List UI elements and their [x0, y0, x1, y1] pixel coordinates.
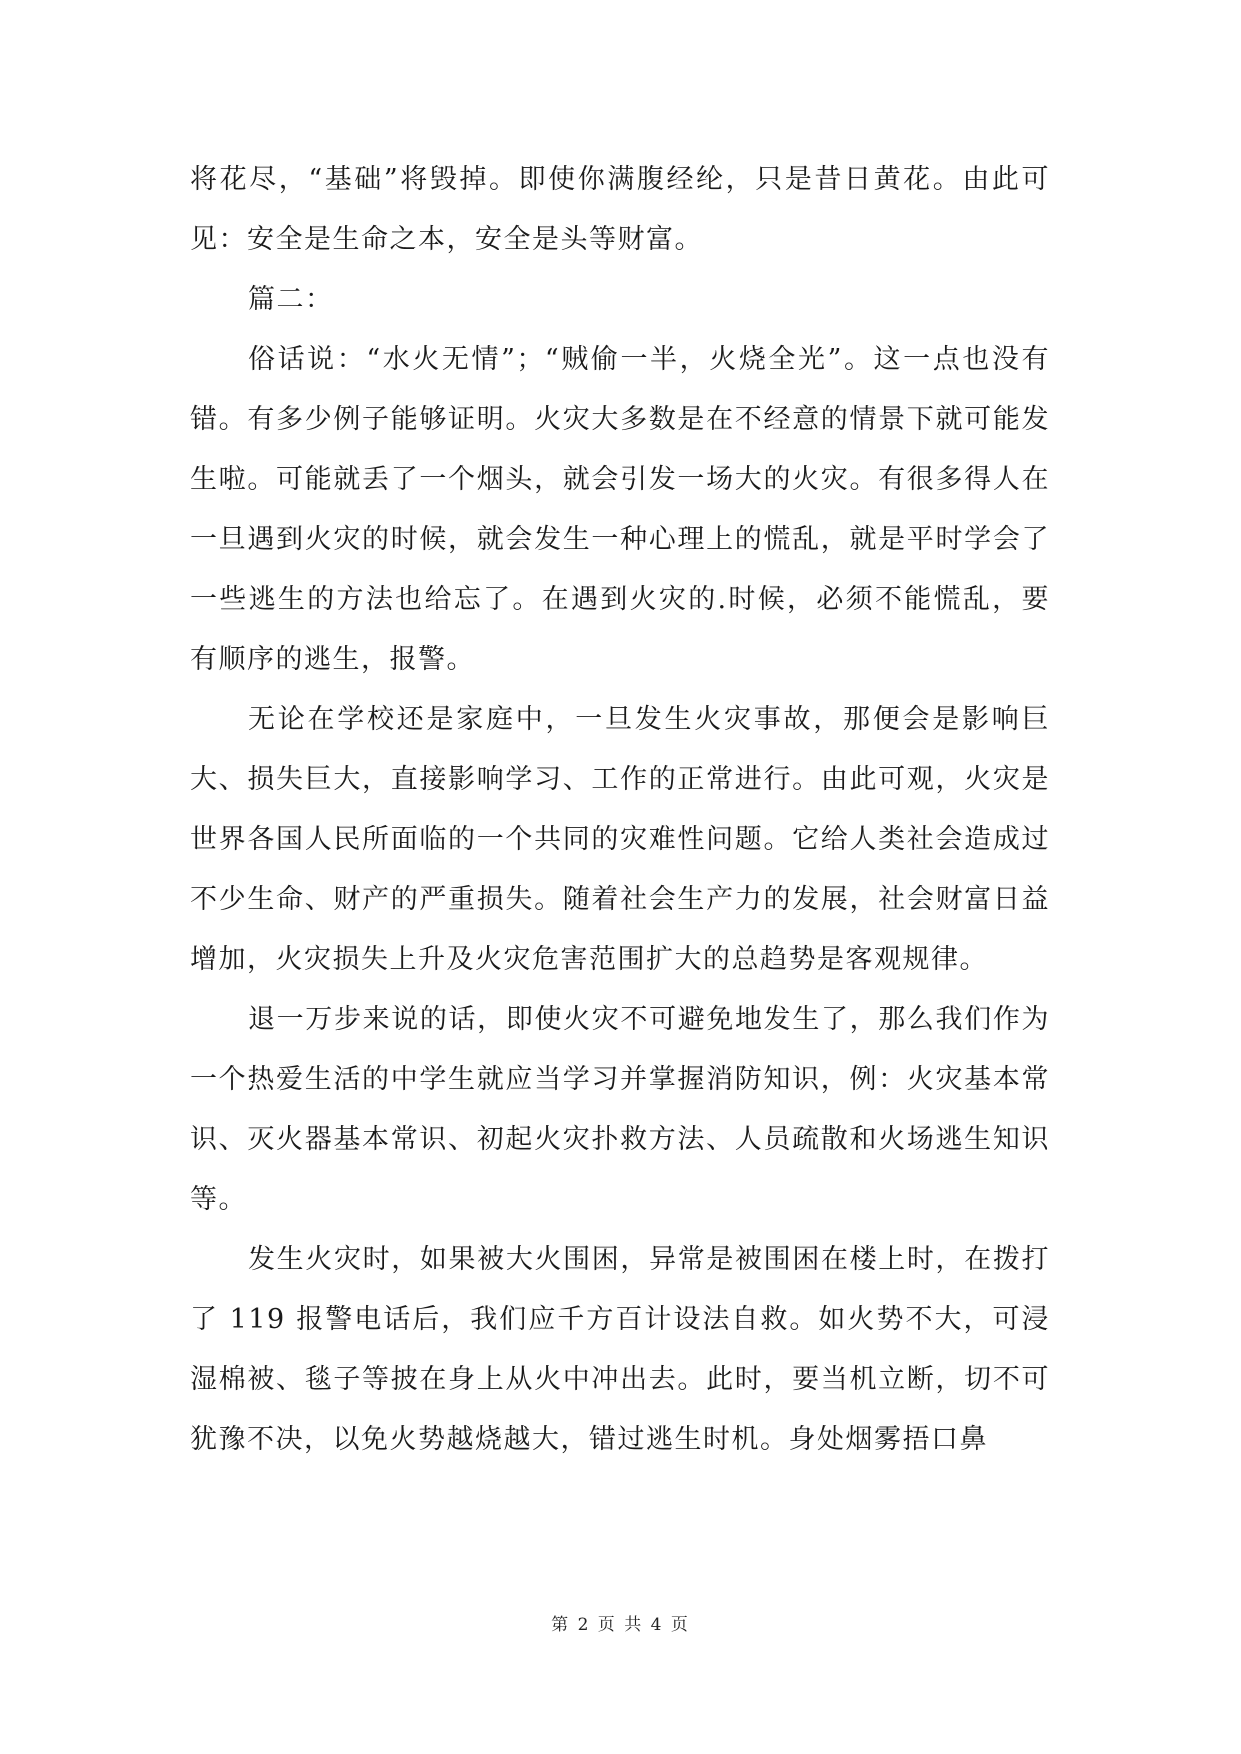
paragraph-proverb: 俗话说：“水火无情”；“贼偷一半，火烧全光”。这一点也没有错。有多少例子能够证明。火灾大多数是在不经意的情景下就可能发生啦。可能就丢了一个烟头，就会引发一场大的火灾。有很多得人在一旦遇到火灾的时候，就会发生一种心理上的慌乱，就是平时学会了一些逃生的方法也给忘了。在遇到火灾的.时候，必须不能慌乱，要有顺序的逃生，报警。	[190, 344, 1050, 675]
document-body	[190, 150, 1050, 1470]
section-heading-part-two: 篇二：	[248, 284, 334, 315]
paragraph-fire-knowledge: 退一万步来说的话，即使火灾不可避免地发生了，那么我们作为一个热爱生活的中学生就应当学习并掌握消防知识，例：火灾基本常识、灭火器基本常识、初起火灾扑救方法、人员疏散和火场逃生知识等。	[190, 1004, 1050, 1215]
paragraph-continuation: 将花尽，“基础”将毁掉。即使你满腹经纶，只是昔日黄花。由此可见：安全是生命之本，安全是头等财富。	[190, 164, 1050, 255]
page-number-footer: 第 2 页 共 4 页	[551, 1615, 690, 1635]
paragraph-fire-impact: 无论在学校还是家庭中，一旦发生火灾事故，那便会是影响巨大、损失巨大，直接影响学习、工作的正常进行。由此可观，火灾是世界各国人民所面临的一个共同的灾难性问题。它给人类社会造成过不少生命、财产的严重损失。随着社会生产力的发展，社会财富日益增加，火灾损失上升及火灾危害范围扩大的总趋势是客观规律。	[190, 704, 1050, 975]
paragraph-self-rescue: 发生火灾时，如果被大火围困，异常是被围困在楼上时，在拨打了 119 报警电话后，我们应千方百计设法自救。如火势不大，可浸湿棉被、毯子等披在身上从火中冲出去。此时，要当机立断，切不可犹豫不决，以免火势越烧越大，错过逃生时机。身处烟雾捂口鼻	[190, 1244, 1050, 1455]
